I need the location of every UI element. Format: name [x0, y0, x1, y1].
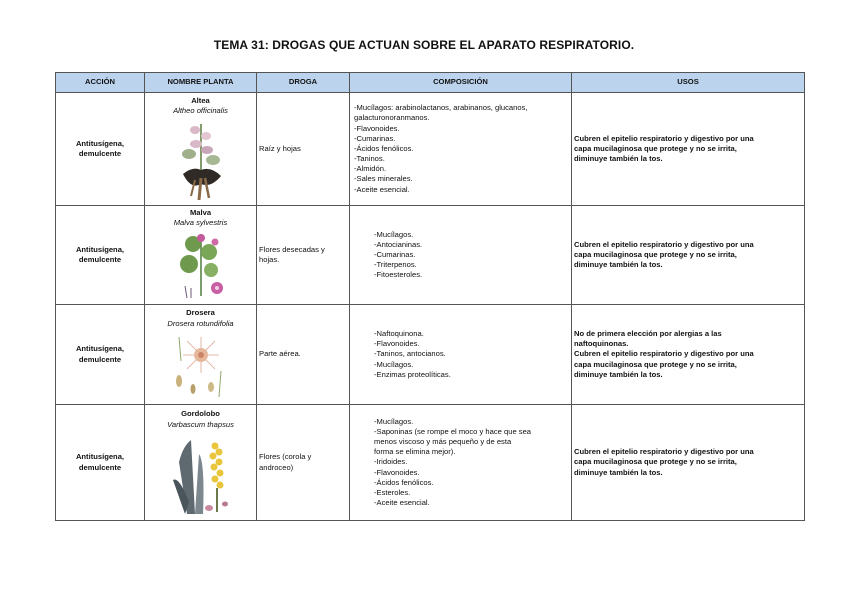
- gordolobo-plant-illustration: [169, 432, 233, 516]
- usos-cell: [572, 93, 805, 206]
- composicion-line: -Mucílagos.: [374, 359, 414, 369]
- plant-name: Drosera: [186, 308, 215, 318]
- usos-cell: [572, 305, 805, 405]
- drug-table: [55, 72, 805, 521]
- accion-cell: Antitusígena, demulcente: [56, 305, 145, 405]
- malva-plant-illustration: [171, 230, 231, 302]
- composicion-line: forma se elimina mejor).: [374, 447, 456, 457]
- header-composicion: COMPOSICIÓN: [350, 73, 572, 93]
- composicion-cell: [350, 405, 572, 521]
- composicion-line: -Ácidos fenólicos.: [374, 477, 434, 487]
- droga-cell: Raíz y hojas: [257, 93, 350, 206]
- composicion-line: -Mucílagos.: [374, 229, 414, 239]
- droga-cell: Parte aérea.: [257, 305, 350, 405]
- table-row: [56, 405, 805, 521]
- plant-cell: [145, 305, 257, 405]
- usos-line: diminuye también la tos.: [574, 369, 663, 379]
- composicion-line: -Aceite esencial.: [374, 498, 430, 508]
- droga-cell: Flores desecadas y hojas.: [257, 206, 350, 305]
- composicion-line: -Naftoquinona.: [374, 329, 424, 339]
- accion-cell: Antitusígena, demulcente: [56, 405, 145, 521]
- plant-name: Gordolobo: [181, 409, 220, 419]
- usos-cell: [572, 405, 805, 521]
- composicion-line: -Enzimas proteolíticas.: [374, 369, 451, 379]
- table-row: [56, 93, 805, 206]
- usos-line: Cubren el epitelio respiratorio y digestivo por una: [574, 349, 754, 359]
- header-usos: USOS: [572, 73, 805, 93]
- composicion-line: -Flavonoides.: [354, 123, 400, 133]
- usos-line: capa mucilaginosa que protege y no se irrita,: [574, 143, 737, 153]
- table-header-row: [56, 73, 805, 93]
- plant-cell: [145, 93, 257, 206]
- composicion-line: -Esteroles.: [374, 487, 411, 497]
- usos-line: capa mucilaginosa que protege y no se irrita,: [574, 457, 737, 467]
- accion-cell: Antitusígena, demulcente: [56, 93, 145, 206]
- table-row: [56, 305, 805, 405]
- altea-plant-illustration: [171, 118, 231, 202]
- usos-line: No de primera elección por alergias a las: [574, 329, 722, 339]
- usos-line: capa mucilaginosa que protege y no se irrita,: [574, 359, 737, 369]
- composicion-line: galacturonoranmanos.: [354, 113, 430, 123]
- composicion-line: -Aceite esencial.: [354, 184, 410, 194]
- composicion-cell: [350, 305, 572, 405]
- composicion-line: -Almidón.: [354, 164, 387, 174]
- plant-scientific-name: Malva sylvestris: [173, 218, 228, 227]
- header-accion: ACCIÓN: [56, 73, 145, 93]
- usos-line: diminuye también la tos.: [574, 260, 663, 270]
- composicion-cell: [350, 206, 572, 305]
- plant-name: Altea: [191, 95, 210, 105]
- usos-line: naftoquinonas.: [574, 339, 629, 349]
- composicion-line: -Ácidos fenólicos.: [354, 143, 414, 153]
- composicion-line: -Cumarinas.: [354, 133, 396, 143]
- drosera-plant-illustration: [169, 331, 233, 401]
- plant-scientific-name: Altheo officinalis: [173, 106, 228, 115]
- usos-cell: [572, 206, 805, 305]
- plant-scientific-name: Varbascum thapsus: [167, 419, 234, 429]
- plant-cell: [145, 405, 257, 521]
- composicion-line: -Saponinas (se rompe el moco y hace que sea: [374, 426, 532, 436]
- composicion-line: -Antocianinas.: [374, 239, 423, 249]
- plant-name: Malva: [189, 207, 212, 217]
- usos-line: Cubren el epitelio respiratorio y digestivo por una: [574, 133, 754, 143]
- composicion-line: -Triterpenos.: [374, 260, 417, 270]
- plant-cell: [145, 206, 257, 305]
- accion-cell: Antitusígena, demulcente: [56, 206, 145, 305]
- header-droga: DROGA: [257, 73, 350, 93]
- composicion-line: -Cumarinas.: [374, 249, 416, 259]
- header-nombre-planta: NOMBRE PLANTA: [145, 73, 257, 93]
- droga-cell: Flores (corola y androceo): [257, 405, 350, 521]
- composicion-line: -Fitoesteroles.: [374, 270, 423, 280]
- composicion-cell: [350, 93, 572, 206]
- usos-line: diminuye también la tos.: [574, 467, 663, 477]
- usos-line: capa mucilaginosa que protege y no se irrita,: [574, 249, 737, 259]
- usos-line: Cubren el epitelio respiratorio y digestivo por una: [574, 239, 754, 249]
- document-title: TEMA 31: DROGAS QUE ACTUAN SOBRE EL APARATO RESPIRATORIO.: [213, 38, 635, 52]
- composicion-line: -Taninos.: [354, 154, 385, 164]
- composicion-line: -Taninos, antocianos.: [374, 349, 446, 359]
- plant-scientific-name: Drosera rotundifolia: [167, 318, 234, 328]
- composicion-line: menos viscoso y más pequeño y de esta: [374, 437, 512, 447]
- usos-line: diminuye también la tos.: [574, 154, 663, 164]
- composicion-line: -Flavonoides.: [374, 339, 420, 349]
- composicion-line: -Mucílagos: arabinolactanos, arabinanos, glucanos,: [354, 103, 528, 113]
- composicion-line: -Flavonoides.: [374, 467, 420, 477]
- usos-line: Cubren el epitelio respiratorio y digestivo por una: [574, 447, 754, 457]
- composicion-line: -Mucílagos.: [374, 416, 414, 426]
- table-row: [56, 206, 805, 305]
- composicion-line: -Iridoides.: [374, 457, 408, 467]
- composicion-line: -Sales minerales.: [354, 174, 413, 184]
